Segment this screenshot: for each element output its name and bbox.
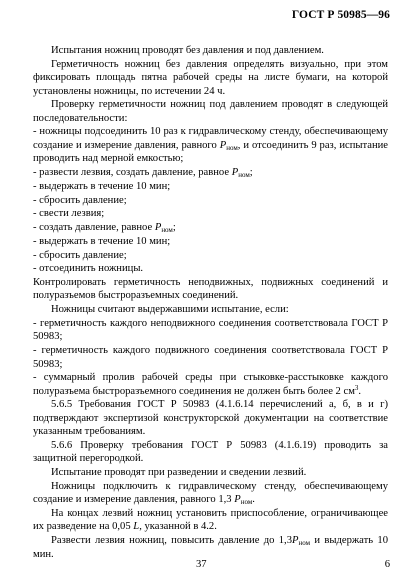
page-number-center: 37 xyxy=(196,559,207,570)
paragraph: Развести лезвия ножниц, повысить давление до $1,3P_{ном}$ и выдержать 10 мин. xyxy=(33,535,388,560)
nominal-subscript: ном xyxy=(226,143,238,152)
list-item: - отсоединить ножницы. xyxy=(33,263,144,275)
list-item: - сбросить давление; xyxy=(33,194,127,206)
paragraph: Контролировать герметичность неподвижных, подвижных соединений и полуразъемов быстроразъемных соединений. xyxy=(33,277,388,302)
document-code-header: ГОСТ Р 50985—96 xyxy=(291,9,390,21)
list-item: - ножницы подсоединить 10 раз к гидравлическому стенду, обеспечивающему создание и измерение давления, равного $P_{ном}$, и отсоединить 9 раз, испытание проводить над мерной емкостью; xyxy=(33,126,388,165)
list-item: - свести лезвия; xyxy=(33,208,105,220)
length-symbol: L xyxy=(133,521,140,533)
list-item: - сбросить давление; xyxy=(33,249,127,261)
paragraph: Ножницы считают выдержавшими испытание, если: xyxy=(51,304,289,316)
list-item: - герметичность каждого неподвижного соединения соответствовала ГОСТ Р 50983; xyxy=(33,317,388,343)
list-item: - развести лезвия, создать давление, равное $P_{ном}$; xyxy=(33,167,253,180)
paragraph: На концах лезвий ножниц установить приспособление, ограничивающее их разведение на 0,05 L, указанной в 4.2. xyxy=(33,508,388,533)
paragraph: Испытания ножниц проводят без давления и под давлением. xyxy=(51,45,324,56)
paragraph: Герметичность ножниц без давления определять визуально, при этом фиксировать площадь пятна рабочей среды на листе бумаги, на которой установлены ножницы, по истечении 24 ч. xyxy=(33,58,388,97)
paragraph: 5.6.6 Проверку требования ГОСТ Р 50983 (4.1.6.19) проводить за защитной перегородкой. xyxy=(33,439,388,465)
paragraph: 5.6.5 Требования ГОСТ Р 50983 (4.1.6.14 перечислений а, б, в и г) подтверждают экспертизой конструкторской документации на соответствие указанным требованиям. xyxy=(33,399,388,438)
pressure-symbol: P xyxy=(231,167,239,179)
nominal-subscript: ном xyxy=(298,539,311,548)
pressure-symbol: P xyxy=(219,139,227,151)
page-number-right: 6 xyxy=(384,559,390,570)
document-body xyxy=(33,44,388,561)
list-item: - создать давление, равное $P_{ном}$; xyxy=(33,222,176,235)
pressure-symbol: P xyxy=(154,222,162,234)
paragraph: Испытание проводят при разведении и сведении лезвий. xyxy=(51,467,307,479)
list-item: - выдержать в течение 10 мин; xyxy=(33,180,171,192)
pressure-symbol: P xyxy=(292,535,299,547)
pressure-symbol: P xyxy=(234,494,241,506)
list-item: - выдержать в течение 10 мин; xyxy=(33,235,171,247)
nominal-subscript: ном xyxy=(238,171,250,180)
cube-superscript: 3 xyxy=(354,383,359,392)
paragraph: Проверку герметичности ножниц под давлением проводят в следующей последовательности: xyxy=(33,99,388,124)
list-item: - герметичность каждого подвижного соединения соответствовала ГОСТ Р 50983; xyxy=(33,345,388,370)
nominal-subscript: ном xyxy=(240,498,253,507)
nominal-subscript: ном xyxy=(161,226,173,235)
paragraph: Ножницы подключить к гидравлическому стенду, обеспечивающему создание и измерение давления, равного 1,3 $P_{ном}$. xyxy=(33,480,388,507)
list-item: - суммарный пролив рабочей среды при стыковке-расстыковке каждого полуразъема быстроразъемного соединения не должен быть более 2 $см^3$. xyxy=(33,372,388,397)
